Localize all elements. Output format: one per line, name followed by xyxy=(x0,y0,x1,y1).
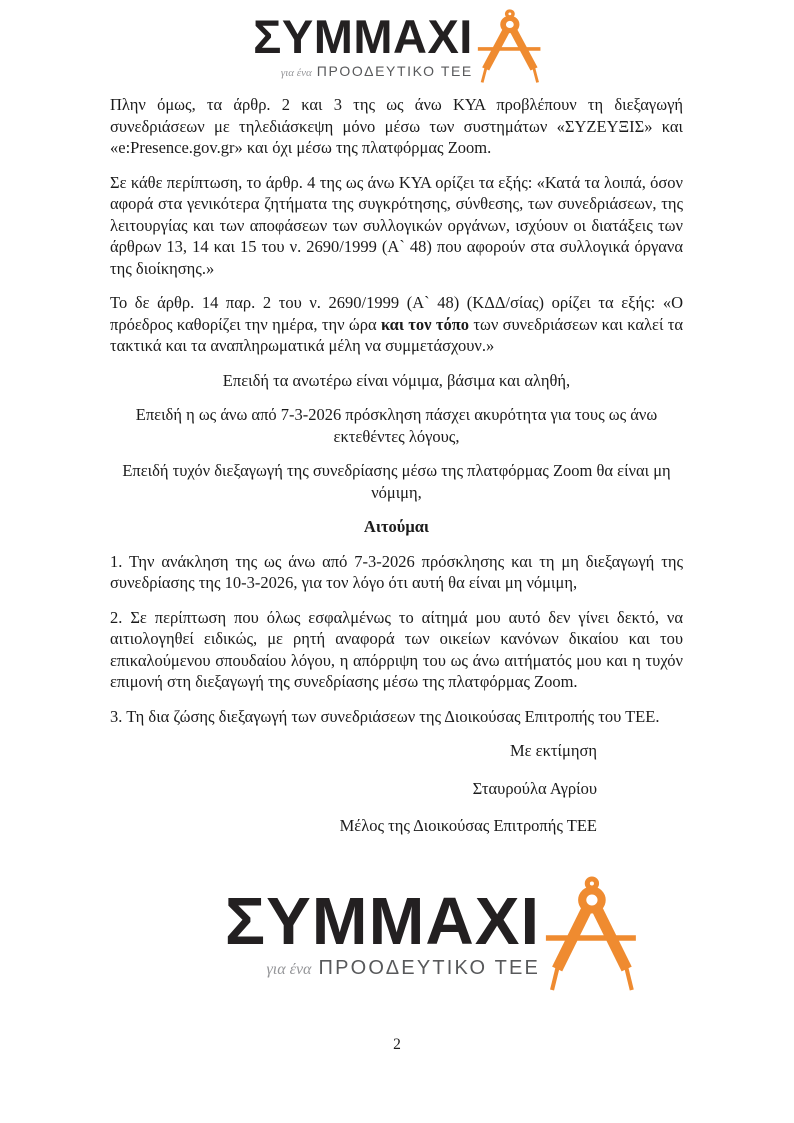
request-item-3: 3. Τη δια ζώσης διεξαγωγή των συνεδριάσεων της Διοικούσας Επιτροπής του ΤΕΕ. xyxy=(110,706,660,726)
epeidi-clause-3: Επειδή τυχόν διεξαγωγή της συνεδρίασης μέσω της πλατφόρμας Zoom θα είναι μη νόμιμη, xyxy=(122,461,671,502)
logo-text-block xyxy=(253,10,473,79)
page-number: 2 xyxy=(393,1036,401,1053)
epeidi-clause-2: Επειδή η ως άνω από 7-3-2026 πρόσκληση πάσχει ακυρότητα για τους ως άνω εκτεθέντες λόγους, xyxy=(135,405,658,446)
arthro-14-text-after: των συνεδριάσεων και καλεί τα τακτικά και τα αναπληρωματικά μέλη να συμμετάσχουν.» xyxy=(110,314,683,355)
document-body xyxy=(110,94,683,853)
logo-tagline-caps: ΠΡΟΟΔΕΥΤΙΚΟ ΤΕΕ xyxy=(318,957,541,980)
logo-tagline-caps: ΠΡΟΟΔΕΥΤΙΚΟ ΤΕΕ xyxy=(316,62,473,79)
logo-tagline xyxy=(281,63,473,79)
request-item-2: 2. Σε περίπτωση που όλως εσφαλμένως το αίτημά μου αυτό δεν γίνει δεκτό, να αιτιολογηθεί ειδικώς, με ρητή αναφορά των οικείων κανόνων δικαίου και του επικαλούμενου σπουδαίου λόγου, η απόρριψη του ως άνω αιτήματός μου και η τυχόν επιμονή στη διεξαγωγή της συνεδρίασης μέσω της πλατφόρμας Zoom. xyxy=(110,607,683,691)
paragraph-arthro-4: Σε κάθε περίπτωση, το άρθρ. 4 της ως άνω ΚΥΑ ορίζει τα εξής: «Κατά τα λοιπά, όσον αφορά στα γενικότερα ζητήματα της συγκρότησης, σύνθεσης, των συνεδριάσεων, της λειτουργίας και των αποφάσεων των συλλογικών οργάνων, ισχύουν οι διατάξεις των άρθρων 13, 14 και 15 του ν. 2690/1999 (Α` 48) που αφορούν στα συλλογικά όργανα της διοίκησης.» xyxy=(110,172,683,278)
logo-tagline xyxy=(266,957,540,980)
arthro-14-bold-segment: και τον τόπο xyxy=(380,314,469,334)
logo-text-block xyxy=(224,883,541,981)
paragraph-arthro-14 xyxy=(110,292,683,357)
symmachia-logo-footer xyxy=(225,876,637,994)
paragraph-kya-platforms: Πλην όμως, τα άρθρ. 2 και 3 της ως άνω ΚΥΑ προβλέπουν τη διεξαγωγή συνεδριάσεων με τηλεδιάσκεψη μόνο μέσω των συστημάτων «ΣΥΖΕΥΞΙΣ» και «e:Presence.gov.gr» και όχι μέσω της πλατφόρμας Zoom. xyxy=(110,95,683,157)
closing-signatory-name: Σταυρούλα Αγρίου xyxy=(472,778,597,798)
epeidi-clause-1: Επειδή τα ανωτέρω είναι νόμιμα, βάσιμα και αληθή, xyxy=(222,370,571,390)
logo-tagline-script: για ένα xyxy=(280,66,312,79)
closing-signatory-role: Μέλος της Διοικούσας Επιτροπής ΤΕΕ xyxy=(339,816,597,835)
compass-a-icon xyxy=(477,9,541,85)
symmachia-logo-header xyxy=(253,9,541,85)
logo-tagline-script: για ένα xyxy=(266,961,312,979)
arthro-14-text-before: Το δε άρθρ. 14 παρ. 2 του ν. 2690/1999 (Α` 48) (ΚΔΔ/σίας) ορίζει τα εξής: «Ο πρόεδρος καθορίζει την ημέρα, την ώρα xyxy=(110,293,683,334)
compass-a-icon xyxy=(545,876,637,994)
closing-salutation: Με εκτίμηση xyxy=(509,741,597,760)
request-item-1: 1. Την ανάκληση της ως άνω από 7-3-2026 πρόσκλησης και τη μη διεξαγωγή της συνεδρίασης της 10-3-2026, για τον λόγο ότι αυτή θα είναι μη νόμιμη, xyxy=(110,551,683,592)
logo-wordmark: ΣΥΜΜΑΧΙ xyxy=(224,883,541,959)
logo-wordmark: ΣΥΜΜΑΧΙ xyxy=(253,10,473,64)
closing-block xyxy=(110,740,683,837)
heading-aitoumai: Αιτούμαι xyxy=(363,517,430,536)
